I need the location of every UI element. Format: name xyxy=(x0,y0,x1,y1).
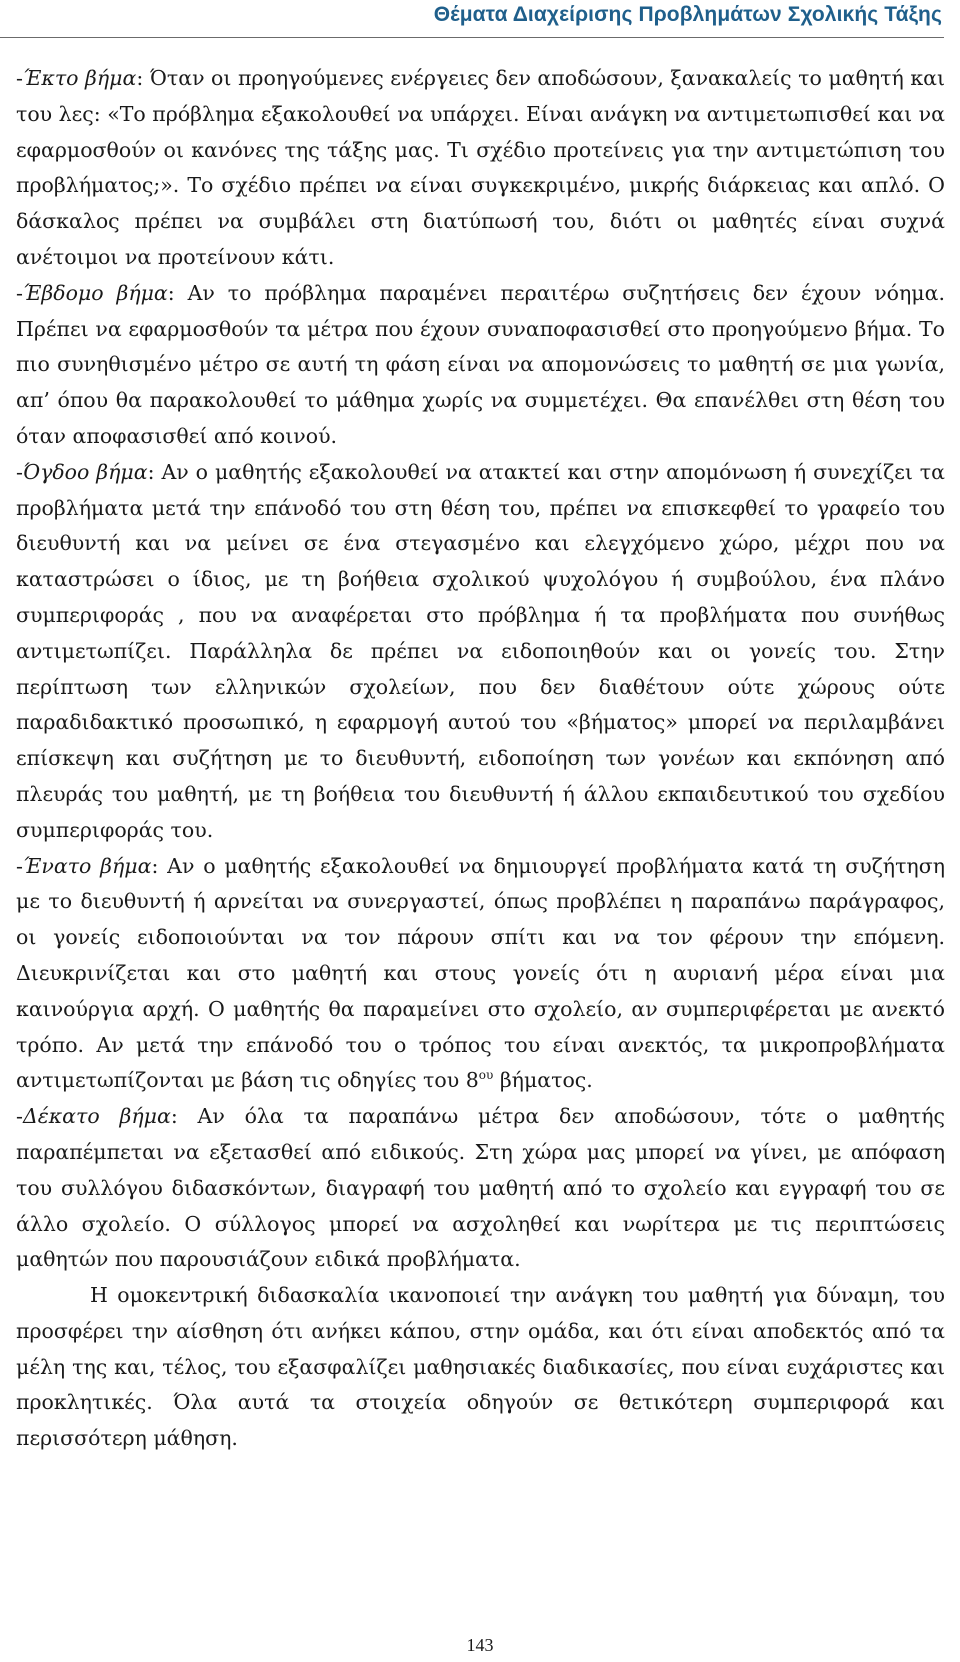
step-dash: - xyxy=(16,66,23,90)
header-rule xyxy=(0,37,944,38)
step-dash: - xyxy=(16,280,23,305)
paragraph-step-7 xyxy=(16,276,945,455)
paragraph-text: : Όταν οι προηγούμενες ενέργειες δεν αποδώσουν, ξανακαλείς το μαθητή και του λες: «Το πρόβλημα εξακολουθεί να υπάρχει. Είναι ανάγκη να αντιμετωπισθεί και να εφαρμοσθούν οι κανόνες της τάξης μας. Τι σχέδιο προτείνεις για την αντιμετώπιση του προβλήματος;». Το σχέδιο πρέπει να είναι συγκεκριμένο, μικρής διάρκειας και απλό. Ο δάσκαλος πρέπει να συμβάλει στη διατύπωσή του, διότι οι μαθητές είναι συχνά ανέτοιμοι να προτείνουν κάτι. xyxy=(16,66,946,269)
step-title: Έκτο βήμα xyxy=(22,66,137,90)
paragraph-step-6 xyxy=(16,61,945,276)
paragraph-text: : Αν ο μαθητής εξακολουθεί να δημιουργεί προβλήματα κατά τη συζήτηση με το διευθυντή ή αρνείται να συνεργαστεί, όπως προβλέπει η παραπάνω παράγραφος, οι γονείς ειδοποιούνται να τον πάρουν σπίτι και να τον φέρουν την επόμενη. Διευκρινίζεται και στο μαθητή και στους γονείς ότι η αυριανή μέρα είναι μια καινούργια αρχή. Ο μαθητής θα παραμείνει στο σχολείο, αν συμπεριφέρεται με ανεκτό τρόπο. Αν μετά την επάνοδό του ο τρόπος του είναι ανεκτός, τα μικροπροβλήματα αντιμετωπίζονται με βάση τις οδηγίες του 8 xyxy=(16,853,945,1093)
running-header: Θέματα Διαχείρισης Προβλημάτων Σχολικής Τάξης xyxy=(433,3,942,26)
paragraph-conclusion xyxy=(16,1278,945,1457)
step-dash: - xyxy=(16,459,23,484)
paragraph-step-10 xyxy=(16,1099,945,1278)
paragraph-text: : Αν όλα τα παραπάνω μέτρα δεν αποδώσουν, τότε ο μαθητής παραπέμπεται να εξετασθεί από ειδικούς. Στη χώρα μας μπορεί να γίνει, με απόφαση του συλλόγου διδασκόντων, διαγραφή του μαθητή από το σχολείο και εγγραφή του σε άλλο σχολείο. Ο σύλλογος μπορεί να ασχοληθεί και νωρίτερα με τις περιπτώσεις μαθητών που παρουσιάζουν ειδικά προβλήματα. xyxy=(16,1104,945,1272)
ordinal-suffix: ου xyxy=(478,1068,494,1083)
body-text xyxy=(16,61,945,1457)
paragraph-text: Η ομοκεντρική διδασκαλία ικανοποιεί την ανάγκη του μαθητή για δύναμη, του προσφέρει την αίσθηση ότι ανήκει κάπου, στην ομάδα, και ότι είναι αποδεκτός από τα μέλη της και, τέλος, του εξασφαλίζει μαθησιακές διαδικασίες, που είναι ευχάριστες και προκλητικές. Όλα αυτά τα στοιχεία οδηγούν σε θετικότερη συμπεριφορά και περισσότερη μάθηση. xyxy=(16,1283,945,1451)
paragraph-step-8 xyxy=(16,455,945,849)
paragraph-text: : Αν ο μαθητής εξακολουθεί να ατακτεί και στην απομόνωση ή συνεχίζει τα προβλήματα μετά την επάνοδό του στη θέση του, πρέπει να επισκεφθεί το γραφείο του διευθυντή και να μείνει σε ένα στεγασμένο και ελεγχόμενο χώρο, μέχρι που να καταστρώσει ο ίδιος, με τη βοήθεια σχολικού ψυχολόγου ή συμβούλου, ένα πλάνο συμπεριφοράς , που να αναφέρεται στο πρόβλημα ή τα προβλήματα που συνήθως αντιμετωπίζει. Παράλληλα δε πρέπει να ειδοποιηθούν και οι γονείς του. Στην περίπτωση των ελληνικών σχολείων, που δεν διαθέτουν ούτε χώρους ούτε παραδιδακτικό προσωπικό, η εφαρμογή αυτού του «βήματος» μπορεί να περιλαμβάνει επίσκεψη και συζήτηση με το διευθυντή, ειδοποίηση των γονέων και εκπόνηση από πλευράς του μαθητή, με τη βοήθεια του διευθυντή ή άλλου εκπαιδευτικού του σχεδίου συμπεριφοράς του. xyxy=(16,459,945,842)
step-title: Όγδοο βήμα xyxy=(22,459,148,484)
step-title: Έβδομο βήμα xyxy=(22,280,168,305)
step-dash: - xyxy=(16,1104,23,1129)
paragraph-text: : Αν το πρόβλημα παραμένει περαιτέρω συζητήσεις δεν έχουν νόημα. Πρέπει να εφαρμοσθούν τα μέτρα που έχουν συναποφασισθεί στο προηγούμενο βήμα. Το πιο συνηθισμένο μέτρο σε αυτή τη φάση είναι να απομονώσεις το μαθητή σε μια γωνία, απ’ όπου θα παρακολουθεί το μάθημα χωρίς να συμμετέχει. Θα επανέλθει στη θέση του όταν αποφασισθεί από κοινού. xyxy=(16,280,945,448)
step-title: Ένατο βήμα xyxy=(22,853,152,878)
step-title: Δέκατο βήμα xyxy=(22,1104,171,1129)
paragraph-step-9 xyxy=(16,849,945,1100)
page-number: 143 xyxy=(466,1635,494,1655)
paragraph-text-end: βήματος. xyxy=(493,1068,593,1093)
step-dash: - xyxy=(16,853,23,878)
